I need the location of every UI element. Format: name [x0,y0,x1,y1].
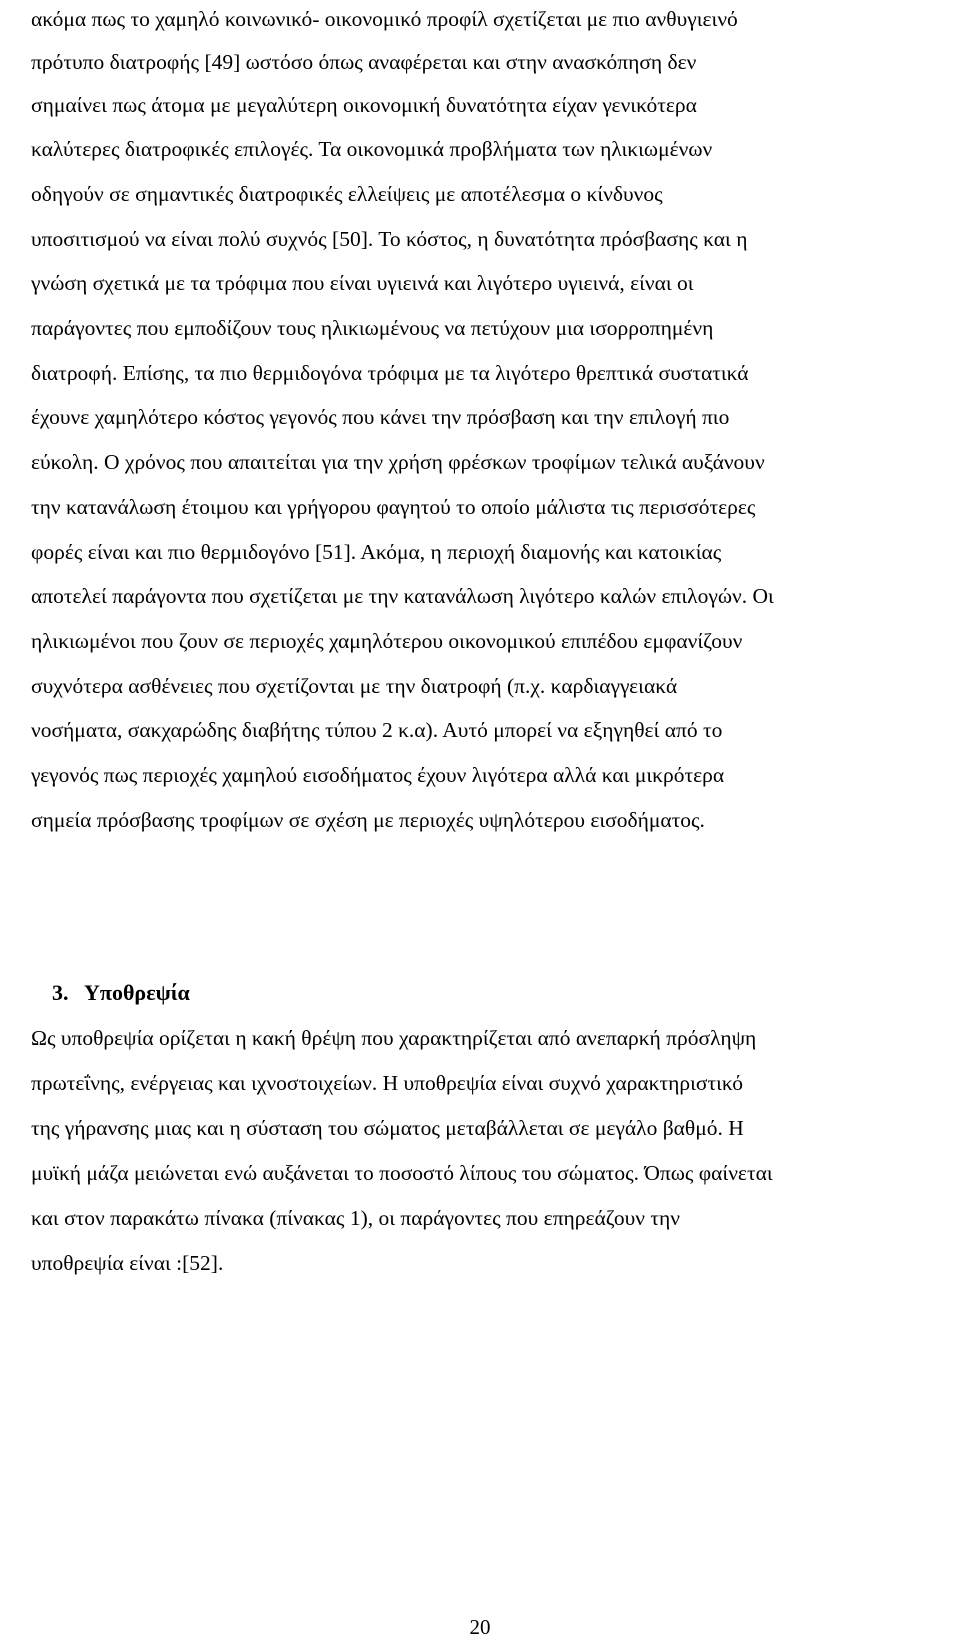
text-line: σημεία πρόσβασης τροφίμων σε σχέση με περιοχές υψηλότερου εισοδήματος. [31,808,705,832]
text-line: γεγονός πως περιοχές χαμηλού εισοδήματος έχουν λιγότερα αλλά και μικρότερα [31,763,725,787]
text-line: γνώση σχετικά με τα τρόφιμα που είναι υγιεινά και λιγότερο υγιεινά, είναι οι [31,271,694,295]
text-line: πρωτεΐνης, ενέργειας και ιχνοστοιχείων. Η υποθρεψία είναι συχνό χαρακτηριστικό [31,1071,743,1095]
section-heading [52,978,190,1008]
text-line: ηλικιωμένοι που ζουν σε περιοχές χαμηλότερου οικονομικού επιπέδου εμφανίζουν [31,629,743,653]
section-number: 3. [52,980,69,1005]
text-line: οδηγούν σε σημαντικές διατροφικές ελλείψεις με αποτέλεσμα ο κίνδυνος [31,182,663,206]
page-number: 20 [469,1615,491,1639]
text-line: την κατανάλωση έτοιμου και γρήγορου φαγητού το οποίο μάλιστα τις περισσότερες [31,495,756,519]
text-line: αποτελεί παράγοντα που σχετίζεται με την κατανάλωση λιγότερο καλών επιλογών. Οι [31,584,774,608]
text-line: παράγοντες που εμποδίζουν τους ηλικιωμένους να πετύχουν μια ισορροπημένη [31,316,714,340]
text-line: καλύτερες διατροφικές επιλογές. Τα οικονομικά προβλήματα των ηλικιωμένων [31,137,713,161]
text-line: διατροφή. Επίσης, τα πιο θερμιδογόνα τρόφιμα με τα λιγότερο θρεπτικά συστατικά [31,361,749,385]
section-title: Υποθρεψία [84,980,190,1005]
text-line: Ως υποθρεψία ορίζεται η κακή θρέψη που χαρακτηρίζεται από ανεπαρκή πρόσληψη [31,1026,757,1050]
text-line: συχνότερα ασθένειες που σχετίζονται με την διατροφή (π.χ. καρδιαγγειακά [31,674,678,698]
text-line: ακόμα πως το χαμηλό κοινωνικό- οικονομικό προφίλ σχετίζεται με πιο ανθυγιεινό [31,7,738,31]
text-line: υποσιτισμού να είναι πολύ συχνός [50]. Το κόστος, η δυνατότητα πρόσβασης και η [31,227,748,251]
text-line: υποθρεψία είναι :[52]. [31,1251,224,1275]
text-line: εύκολη. Ο χρόνος που απαιτείται για την χρήση φρέσκων τροφίμων τελικά αυξάνουν [31,450,765,474]
text-line: φορές είναι και πιο θερμιδογόνο [51]. Ακόμα, η περιοχή διαμονής και κατοικίας [31,540,722,564]
text-line: και στον παρακάτω πίνακα (πίνακας 1), οι παράγοντες που επηρεάζουν την [31,1206,681,1230]
text-line: μυϊκή μάζα μειώνεται ενώ αυξάνεται το ποσοστό λίπους του σώματος. Όπως φαίνεται [31,1161,773,1185]
text-line: έχουνε χαμηλότερο κόστος γεγονός που κάνει την πρόσβαση και την επιλογή πιο [31,405,730,429]
text-line: νοσήματα, σακχαρώδης διαβήτης τύπου 2 κ.α). Αυτό μπορεί να εξηγηθεί από το [31,718,723,742]
text-line: σημαίνει πως άτομα με μεγαλύτερη οικονομική δυνατότητα είχαν γενικότερα [31,93,697,117]
text-line: πρότυπο διατροφής [49] ωστόσο όπως αναφέρεται και στην ανασκόπηση δεν [31,50,697,74]
text-line: της γήρανσης μιας και η σύσταση του σώματος μεταβάλλεται σε μεγάλο βαθμό. Η [31,1116,744,1140]
